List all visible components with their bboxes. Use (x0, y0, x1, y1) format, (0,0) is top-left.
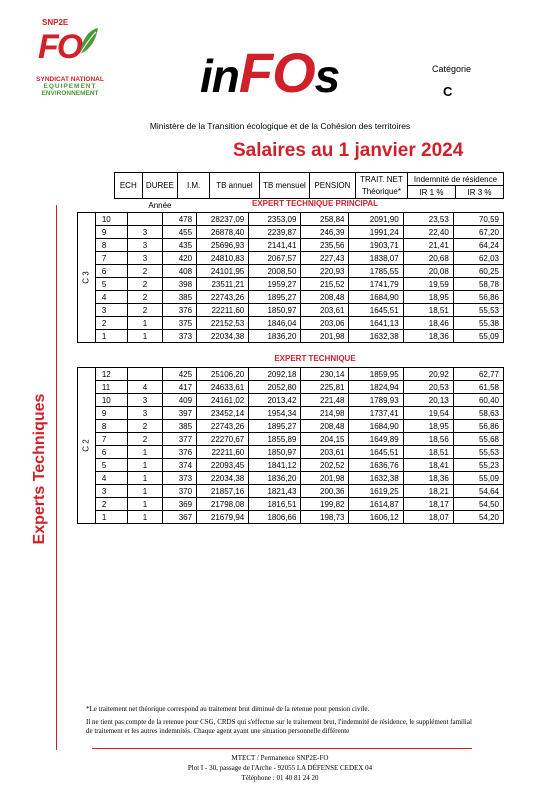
cell-duree: 3 (127, 239, 163, 252)
cell-ech: 9 (95, 407, 127, 420)
col-trait-net-sub: Théorique* (355, 186, 407, 199)
cell-ir3: 55,68 (453, 433, 503, 446)
cell-pension: 208,48 (301, 420, 349, 433)
infos-title: inFOs (200, 41, 340, 104)
cell-ir1: 18,21 (403, 485, 453, 498)
cell-tba: 26878,40 (197, 226, 249, 239)
cell-net: 1606,12 (349, 511, 403, 524)
cell-tbm: 1895,27 (249, 420, 301, 433)
cell-ir1: 18,46 (403, 317, 453, 330)
col-pension: PENSION (309, 173, 355, 199)
cell-ir3: 61,58 (453, 381, 503, 394)
cell-ir1: 18,56 (403, 433, 453, 446)
cell-pension: 200,36 (301, 485, 349, 498)
cell-duree (127, 213, 163, 226)
cell-tba: 25106,20 (197, 368, 249, 381)
table-row (78, 381, 504, 394)
table-row (78, 472, 504, 485)
cell-im: 374 (163, 459, 197, 472)
cell-ir3: 55,53 (453, 446, 503, 459)
cell-ech: 3 (95, 304, 127, 317)
table-row (78, 368, 504, 381)
cell-tba: 22152,53 (197, 317, 249, 330)
cell-net: 1641,13 (349, 317, 403, 330)
cell-im: 397 (163, 407, 197, 420)
cell-net: 1991,24 (349, 226, 403, 239)
cell-ir1: 19,59 (403, 278, 453, 291)
cell-duree (127, 368, 163, 381)
footer-divider (92, 748, 472, 749)
table-row (78, 394, 504, 407)
cell-net: 1684,90 (349, 291, 403, 304)
cell-ech: 12 (95, 368, 127, 381)
cell-tbm: 1846,04 (249, 317, 301, 330)
cell-tbm: 2008,50 (249, 265, 301, 278)
cell-tbm: 1821,43 (249, 485, 301, 498)
cell-ech: 4 (95, 291, 127, 304)
cell-ir1: 18,41 (403, 459, 453, 472)
table-row (78, 420, 504, 433)
cell-tbm: 2052,80 (249, 381, 301, 394)
cell-ech: 5 (95, 278, 127, 291)
cell-duree: 1 (127, 330, 163, 343)
cell-ir1: 18,07 (403, 511, 453, 524)
col-ech: ECH (115, 173, 143, 199)
cell-ir3: 64,24 (453, 239, 503, 252)
cell-duree: 3 (127, 226, 163, 239)
cell-pension: 215,52 (301, 278, 349, 291)
cell-duree: 1 (127, 317, 163, 330)
table-row (78, 226, 504, 239)
cell-im: 478 (163, 213, 197, 226)
cell-im: 398 (163, 278, 197, 291)
cell-ir3: 60,40 (453, 394, 503, 407)
cell-pension: 198,73 (301, 511, 349, 524)
cell-ech: 10 (95, 394, 127, 407)
cell-ir3: 56,86 (453, 420, 503, 433)
cell-ir1: 18,36 (403, 330, 453, 343)
table-row (78, 252, 504, 265)
table-row (78, 407, 504, 420)
cell-ech: 6 (95, 265, 127, 278)
cell-net: 1684,90 (349, 420, 403, 433)
cell-ir1: 20,08 (403, 265, 453, 278)
cell-tba: 22034,38 (197, 330, 249, 343)
cell-tbm: 2239,87 (249, 226, 301, 239)
cell-duree: 1 (127, 511, 163, 524)
cell-ir3: 55,09 (453, 330, 503, 343)
cell-pension: 201,98 (301, 472, 349, 485)
cell-ech: 2 (95, 317, 127, 330)
cell-im: 408 (163, 265, 197, 278)
cell-ir1: 18,51 (403, 446, 453, 459)
col-indemnite: Indemnité de résidence (407, 173, 503, 186)
cell-tbm: 1836,20 (249, 472, 301, 485)
cell-tba: 24633,61 (197, 381, 249, 394)
cell-ech: 10 (95, 213, 127, 226)
cell-pension: 220,93 (301, 265, 349, 278)
cell-im: 385 (163, 291, 197, 304)
table-row (78, 239, 504, 252)
cell-im: 367 (163, 511, 197, 524)
side-title: Experts Techniques (31, 393, 48, 545)
cell-duree: 4 (127, 381, 163, 394)
category-label: Catégorie (432, 64, 472, 74)
cell-tbm: 1850,97 (249, 446, 301, 459)
cell-pension: 208,48 (301, 291, 349, 304)
cell-ir1: 20,53 (403, 381, 453, 394)
cell-im: 373 (163, 472, 197, 485)
cell-tbm: 1855,89 (249, 433, 301, 446)
cell-im: 417 (163, 381, 197, 394)
cell-pension: 199,82 (301, 498, 349, 511)
cell-net: 1636,76 (349, 459, 403, 472)
cell-tba: 23511,21 (197, 278, 249, 291)
cell-net: 1645,51 (349, 304, 403, 317)
cell-ir3: 62,77 (453, 368, 503, 381)
cell-ech: 4 (95, 472, 127, 485)
cell-tba: 22270,67 (197, 433, 249, 446)
salary-table-principal (77, 212, 504, 343)
cell-duree: 2 (127, 420, 163, 433)
cell-ir3: 55,23 (453, 459, 503, 472)
cell-ech: 11 (95, 381, 127, 394)
cell-duree: 1 (127, 459, 163, 472)
cell-ir1: 20,68 (403, 252, 453, 265)
cell-tba: 21679,94 (197, 511, 249, 524)
category-value: C (443, 84, 453, 99)
grade-label: C 3 (78, 213, 96, 343)
cell-ir1: 18,95 (403, 420, 453, 433)
cell-tbm: 2353,09 (249, 213, 301, 226)
cell-tbm: 1850,97 (249, 304, 301, 317)
col-tb-annuel: TB annuel (209, 173, 259, 199)
cell-tbm: 1806,66 (249, 511, 301, 524)
col-duree: DUREE (142, 173, 178, 199)
cell-net: 1645,51 (349, 446, 403, 459)
section-title-expert: EXPERT TECHNIQUE (274, 354, 356, 363)
cell-ir3: 62,03 (453, 252, 503, 265)
cell-im: 376 (163, 446, 197, 459)
snp2e-fo-logo (30, 18, 110, 108)
cell-ech: 3 (95, 485, 127, 498)
col-tb-mensuel: TB mensuel (259, 173, 309, 199)
cell-im: 455 (163, 226, 197, 239)
cell-im: 376 (163, 304, 197, 317)
cell-ir3: 54,50 (453, 498, 503, 511)
col-trait-net: TRAIT. NET (355, 173, 407, 186)
cell-duree: 2 (127, 433, 163, 446)
cell-tbm: 1895,27 (249, 291, 301, 304)
cell-tba: 25696,93 (197, 239, 249, 252)
cell-im: 425 (163, 368, 197, 381)
cell-duree: 2 (127, 265, 163, 278)
cell-net: 1737,41 (349, 407, 403, 420)
cell-pension: 201,98 (301, 330, 349, 343)
cell-tba: 28237,09 (197, 213, 249, 226)
table-row (78, 485, 504, 498)
cell-duree: 1 (127, 472, 163, 485)
cell-duree: 2 (127, 304, 163, 317)
cell-pension: 214,98 (301, 407, 349, 420)
cell-net: 2091,90 (349, 213, 403, 226)
table-row (78, 459, 504, 472)
logo-line2: EQUIPEMENT (43, 83, 97, 90)
table-row (78, 330, 504, 343)
cell-net: 1824,94 (349, 381, 403, 394)
cell-net: 1632,38 (349, 472, 403, 485)
cell-net: 1785,55 (349, 265, 403, 278)
cell-pension: 221,48 (301, 394, 349, 407)
table-row (78, 511, 504, 524)
cell-ir3: 58,63 (453, 407, 503, 420)
cell-duree: 1 (127, 498, 163, 511)
table-row (78, 317, 504, 330)
table-row (78, 213, 504, 226)
cell-pension: 204,15 (301, 433, 349, 446)
cell-im: 435 (163, 239, 197, 252)
cell-net: 1649,89 (349, 433, 403, 446)
cell-duree: 1 (127, 446, 163, 459)
cell-net: 1859,95 (349, 368, 403, 381)
cell-duree: 2 (127, 291, 163, 304)
grade-label: C 2 (78, 368, 96, 524)
cell-net: 1614,87 (349, 498, 403, 511)
cell-duree: 2 (127, 278, 163, 291)
cell-im: 370 (163, 485, 197, 498)
cell-ir3: 58,78 (453, 278, 503, 291)
cell-im: 375 (163, 317, 197, 330)
logo-brand: FO (38, 28, 82, 66)
cell-tba: 22743,26 (197, 420, 249, 433)
cell-ech: 1 (95, 511, 127, 524)
cell-ir3: 70,59 (453, 213, 503, 226)
cell-tbm: 2092,18 (249, 368, 301, 381)
table-row (78, 433, 504, 446)
footnote-2: Il ne tient pas compte de la retenue pour CSG, CRDS qui s'effectue sur le traitement brut, l'indemnité de résidence, le supplément familial de traitement et les autres indemnités. Chaque agent ayant une situation personnelle différente (86, 718, 472, 735)
cell-duree: 1 (127, 485, 163, 498)
logo-line1: SYNDICAT NATIONAL (36, 76, 104, 83)
page-title: Salaires au 1 janvier 2024 (233, 140, 464, 161)
cell-tbm: 1841,12 (249, 459, 301, 472)
cell-ech: 7 (95, 433, 127, 446)
cell-tba: 23452,14 (197, 407, 249, 420)
cell-ir3: 67,20 (453, 226, 503, 239)
cell-tbm: 1954,34 (249, 407, 301, 420)
cell-tba: 22093,45 (197, 459, 249, 472)
footer-line3: Téléphone : 01 40 81 24 20 (241, 774, 319, 782)
cell-ir1: 23,53 (403, 213, 453, 226)
table-row (78, 278, 504, 291)
cell-ech: 7 (95, 252, 127, 265)
cell-ir3: 54,20 (453, 511, 503, 524)
col-annee: Année (148, 200, 172, 210)
cell-ech: 8 (95, 420, 127, 433)
footer-line1: MTECT / Permanence SNP2E-FO (231, 754, 329, 762)
salary-table-expert (77, 367, 504, 524)
cell-pension: 227,43 (301, 252, 349, 265)
cell-im: 369 (163, 498, 197, 511)
cell-tbm: 1836,20 (249, 330, 301, 343)
col-ir3: IR 3 % (455, 186, 503, 199)
logo-line3: ENVIRONNEMENT (41, 90, 99, 97)
cell-ir3: 55,38 (453, 317, 503, 330)
ministry-name: Ministère de la Transition écologique et de la Cohésion des territoires (149, 121, 411, 131)
cell-net: 1789,93 (349, 394, 403, 407)
cell-tba: 24101,95 (197, 265, 249, 278)
cell-ech: 1 (95, 330, 127, 343)
table-row (78, 498, 504, 511)
cell-pension: 235,56 (301, 239, 349, 252)
cell-ech: 9 (95, 226, 127, 239)
col-im: I.M. (178, 173, 210, 199)
cell-ir1: 21,41 (403, 239, 453, 252)
cell-ir1: 20,13 (403, 394, 453, 407)
logo-union: SNP2E (42, 18, 69, 27)
cell-ech: 5 (95, 459, 127, 472)
cell-pension: 258,84 (301, 213, 349, 226)
cell-ir3: 55,09 (453, 472, 503, 485)
leaf-icon (78, 26, 100, 56)
footer (0, 753, 560, 783)
side-divider (56, 205, 57, 750)
cell-pension: 202,52 (301, 459, 349, 472)
cell-pension: 203,06 (301, 317, 349, 330)
col-ir1: IR 1 % (407, 186, 455, 199)
cell-ir1: 20,92 (403, 368, 453, 381)
cell-ir1: 18,95 (403, 291, 453, 304)
cell-duree: 3 (127, 394, 163, 407)
cell-tba: 22211,60 (197, 446, 249, 459)
cell-pension: 225,81 (301, 381, 349, 394)
cell-pension: 246,39 (301, 226, 349, 239)
cell-ir3: 60,25 (453, 265, 503, 278)
cell-ir3: 54,64 (453, 485, 503, 498)
cell-tba: 22034,38 (197, 472, 249, 485)
table-row (78, 265, 504, 278)
cell-tbm: 2141,41 (249, 239, 301, 252)
cell-tbm: 2013,42 (249, 394, 301, 407)
cell-ir3: 56,86 (453, 291, 503, 304)
cell-tbm: 1816,51 (249, 498, 301, 511)
cell-duree: 3 (127, 407, 163, 420)
table-row (78, 304, 504, 317)
cell-net: 1741,79 (349, 278, 403, 291)
cell-tba: 24810,83 (197, 252, 249, 265)
cell-ir1: 18,51 (403, 304, 453, 317)
cell-ech: 2 (95, 498, 127, 511)
cell-ir1: 19,54 (403, 407, 453, 420)
cell-im: 373 (163, 330, 197, 343)
cell-im: 385 (163, 420, 197, 433)
cell-ir3: 55,53 (453, 304, 503, 317)
cell-net: 1632,38 (349, 330, 403, 343)
table-row (78, 291, 504, 304)
cell-tbm: 2067,57 (249, 252, 301, 265)
table-row (78, 446, 504, 459)
section-title-principal: EXPERT TECHNIQUE PRINCIPAL (251, 199, 379, 208)
cell-ech: 6 (95, 446, 127, 459)
cell-net: 1838,07 (349, 252, 403, 265)
cell-im: 420 (163, 252, 197, 265)
cell-tba: 22211,60 (197, 304, 249, 317)
footer-line2: Plot I - 30, passage de l'Arche - 92055 LA DÉFENSE CEDEX 04 (187, 764, 373, 772)
cell-duree: 3 (127, 252, 163, 265)
cell-pension: 203,61 (301, 304, 349, 317)
cell-ir1: 18,17 (403, 498, 453, 511)
cell-ech: 8 (95, 239, 127, 252)
footnote-1: *Le traitement net théorique correspond au traitement brut diminué de la retenue pour pension civile. (86, 705, 370, 713)
cell-tbm: 1959,27 (249, 278, 301, 291)
cell-net: 1903,71 (349, 239, 403, 252)
cell-tba: 22743,26 (197, 291, 249, 304)
cell-im: 409 (163, 394, 197, 407)
cell-im: 377 (163, 433, 197, 446)
cell-net: 1619,25 (349, 485, 403, 498)
cell-pension: 230,14 (301, 368, 349, 381)
cell-ir1: 18,36 (403, 472, 453, 485)
cell-ir1: 22,40 (403, 226, 453, 239)
cell-tba: 21857,16 (197, 485, 249, 498)
cell-tba: 24161,02 (197, 394, 249, 407)
cell-tba: 21798,08 (197, 498, 249, 511)
cell-pension: 203,61 (301, 446, 349, 459)
